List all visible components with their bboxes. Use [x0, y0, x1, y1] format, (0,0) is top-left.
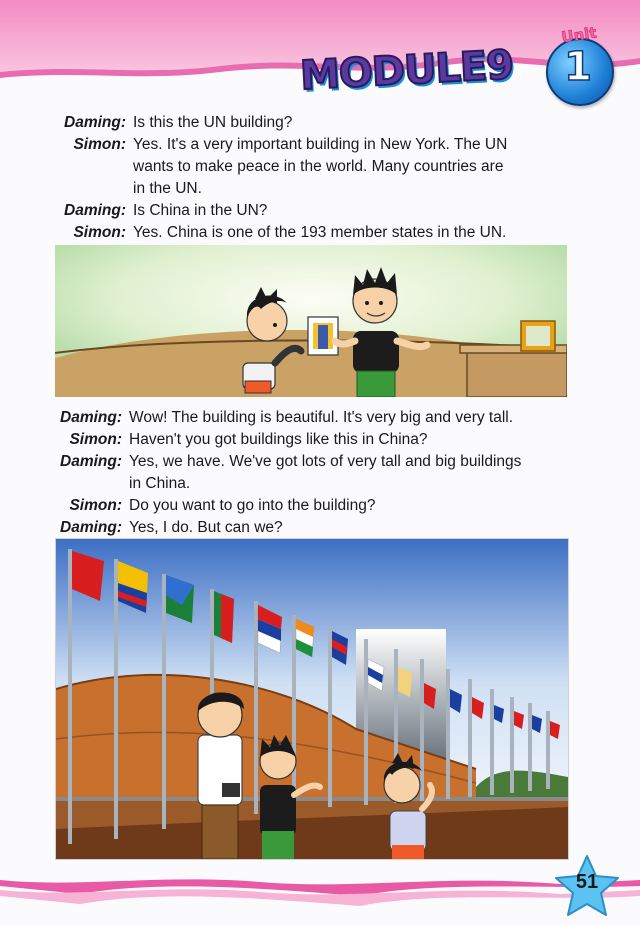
speech-text: in China. — [129, 475, 191, 492]
speech-text: Wow! The building is beautiful. It's very big and very tall. — [129, 409, 514, 426]
speaker-label: Simon: — [69, 497, 122, 514]
page-number: 51 — [575, 871, 599, 893]
speech-text: Do you want to go into the building? — [129, 497, 376, 514]
module-title: MODULE9 — [298, 42, 515, 100]
dialogue-line-continued — [0, 473, 640, 495]
dialogue-line-continued — [0, 156, 640, 178]
speaker-label: Simon: — [73, 136, 126, 153]
speech-text: Yes, I do. But can we? — [129, 519, 283, 536]
speaker-label: Daming: — [64, 202, 126, 219]
dialogue-line — [0, 429, 640, 451]
man-figure — [198, 693, 244, 859]
illustration-photo-scene — [55, 245, 567, 397]
speech-text: Is this the UN building? — [133, 114, 293, 131]
unit-number: 1 — [564, 44, 592, 90]
dialogue-line — [0, 134, 640, 156]
speaker-label: Daming: — [64, 114, 126, 131]
dialogue-line — [0, 517, 640, 539]
unit-label: Unit — [560, 23, 598, 47]
dialogue-line — [0, 495, 640, 517]
dialogue-line — [0, 407, 640, 429]
speaker-label: Daming: — [60, 519, 122, 536]
speech-text: Haven't you got buildings like this in China? — [129, 431, 428, 448]
speech-text: Yes, we have. We've got lots of very tall and big buildings — [129, 453, 522, 470]
cabinet — [467, 349, 567, 397]
speaker-label: Daming: — [60, 453, 122, 470]
speaker-label: Daming: — [60, 409, 122, 426]
illustration-un-building-scene — [55, 538, 569, 860]
dialogue-line — [0, 222, 640, 244]
speech-text: Yes. China is one of the 193 member states in the UN. — [133, 224, 507, 241]
speech-text: Yes. It's a very important building in New York. The UN — [133, 136, 508, 153]
dialogue-line-continued — [0, 178, 640, 200]
held-photo — [308, 317, 338, 355]
dialogue-line — [0, 451, 640, 473]
dialogue-line — [0, 200, 640, 222]
speech-text: in the UN. — [133, 180, 202, 197]
speech-text: Is China in the UN? — [133, 202, 268, 219]
speech-text: wants to make peace in the world. Many countries are — [133, 158, 504, 175]
speaker-label: Simon: — [69, 431, 122, 448]
dialogue-line — [0, 112, 640, 134]
speaker-label: Simon: — [73, 224, 126, 241]
